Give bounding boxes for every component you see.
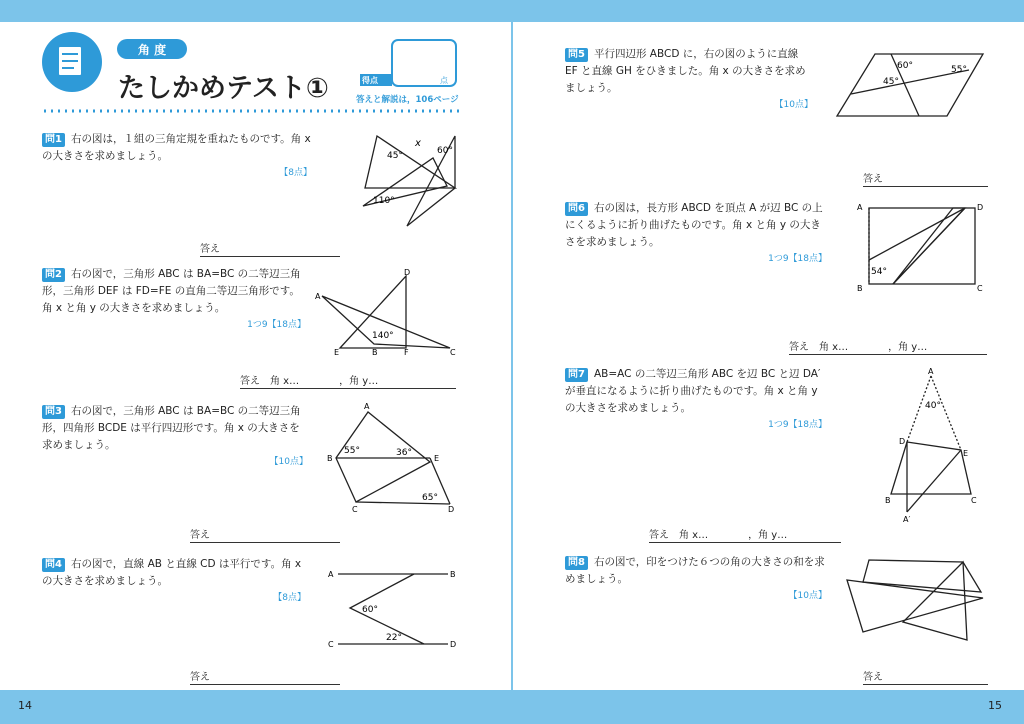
figure-q6 bbox=[853, 198, 983, 294]
category-label: 角 度 bbox=[137, 43, 167, 57]
page-number-left: 14 bbox=[18, 699, 32, 712]
bottom-band bbox=[513, 690, 1024, 724]
point-label: A bbox=[315, 292, 321, 301]
question-text: 平行四辺形 ABCD に，右の図のように直線 EF と直線 GH をひきました。角 x の大きさを求めましょう。 bbox=[565, 48, 806, 94]
question-1 bbox=[42, 131, 312, 182]
angle-label: 22° bbox=[386, 633, 402, 643]
angle-label: 54° bbox=[871, 267, 887, 277]
right-page bbox=[513, 0, 1024, 724]
question-points: 1つ9【18点】 bbox=[768, 254, 827, 264]
question-text: 右の図で，三角形 ABC は BA=BC の二等辺三角形，三角形 DEF は FD=FE の直角二等辺三角形です。角 x と角 y の大きさを求めましょう。 bbox=[42, 268, 301, 314]
point-label: A′ bbox=[903, 515, 911, 524]
answer-line: 答え 角 x… ，角 y… bbox=[649, 526, 841, 543]
question-text: 右の図で，直線 AB と直線 CD は平行です。角 x の大きさを求めましょう。 bbox=[42, 558, 302, 587]
angle-label: 110° bbox=[373, 196, 395, 206]
point-label: E bbox=[434, 454, 440, 463]
point-label: D bbox=[899, 437, 906, 446]
angle-label: 55° bbox=[951, 65, 967, 75]
top-band bbox=[513, 0, 1024, 22]
figure-q3 bbox=[322, 400, 462, 515]
variable-x: x bbox=[415, 138, 421, 149]
question-points: 【10点】 bbox=[774, 100, 813, 110]
figure-q7 bbox=[883, 366, 993, 526]
point-label: E bbox=[963, 449, 969, 458]
question-points: 【10点】 bbox=[269, 457, 308, 467]
angle-label: 45° bbox=[883, 77, 899, 87]
answer-line: 答え bbox=[200, 240, 340, 257]
point-label: A bbox=[328, 570, 334, 579]
question-text: 右の図は，長方形 ABCD を頂点 A が辺 BC の上にくるように折り曲げたものです。角 x と角 y の大きさを求めましょう。 bbox=[565, 202, 823, 248]
question-label: 問3 bbox=[42, 405, 65, 419]
bottom-band bbox=[0, 690, 511, 724]
point-label: D bbox=[448, 505, 455, 514]
point-label: B bbox=[885, 496, 891, 505]
answer-line: 答え 角 x… ，角 y… bbox=[789, 338, 987, 355]
angle-label: 40° bbox=[925, 401, 941, 411]
question-points: 【10点】 bbox=[788, 591, 827, 601]
point-label: F bbox=[404, 348, 409, 357]
score-label: 得点 bbox=[362, 76, 378, 85]
question-label: 問4 bbox=[42, 558, 65, 572]
score-unit: 点 bbox=[440, 76, 448, 85]
answer-line: 答え bbox=[863, 170, 988, 187]
question-2 bbox=[42, 266, 306, 334]
question-label: 問1 bbox=[42, 133, 65, 147]
page-number-right: 15 bbox=[988, 699, 1002, 712]
question-text: 右の図は，１組の三角定規を重ねたものです。角 x の大きさを求めましょう。 bbox=[42, 133, 311, 162]
point-label: D bbox=[977, 203, 983, 212]
question-points: 【8点】 bbox=[273, 593, 306, 603]
figure-q5 bbox=[823, 44, 998, 124]
point-label: D bbox=[404, 268, 411, 277]
point-label: C bbox=[328, 640, 334, 649]
point-label: A bbox=[928, 367, 934, 376]
angle-label: 45° bbox=[387, 151, 403, 161]
point-label: B bbox=[327, 454, 333, 463]
point-label: C bbox=[352, 505, 358, 514]
angle-label: 55° bbox=[344, 446, 360, 456]
answer-line: 答え bbox=[190, 668, 340, 685]
figure-q2 bbox=[312, 266, 462, 358]
angle-label: 140° bbox=[372, 331, 394, 341]
question-4 bbox=[42, 556, 306, 607]
question-points: 【8点】 bbox=[279, 168, 312, 178]
point-label: E bbox=[334, 348, 340, 357]
point-label: C bbox=[971, 496, 977, 505]
question-text: AB=AC の二等辺三角形 ABC を辺 BC と辺 DA′ が垂直になるように折り曲げたものです。角 x と角 y の大きさを求めましょう。 bbox=[565, 368, 821, 414]
question-label: 問5 bbox=[565, 48, 588, 62]
angle-label: 36° bbox=[396, 448, 412, 458]
question-label: 問2 bbox=[42, 268, 65, 282]
question-points: 1つ9【18点】 bbox=[768, 420, 827, 430]
figure-q8 bbox=[843, 552, 988, 648]
answer-line: 答え bbox=[190, 526, 340, 543]
question-5 bbox=[565, 46, 813, 114]
question-label: 問8 bbox=[565, 556, 588, 570]
question-8 bbox=[565, 554, 827, 605]
answer-line: 答え 角 x… ，角 y… bbox=[240, 372, 456, 389]
point-label: A bbox=[857, 203, 863, 212]
point-label: C bbox=[450, 348, 456, 357]
point-label: B bbox=[450, 570, 456, 579]
question-6 bbox=[565, 200, 827, 268]
point-label: C bbox=[977, 284, 983, 293]
angle-label: 60° bbox=[362, 605, 378, 615]
point-label: B bbox=[857, 284, 863, 293]
question-points: 1つ9【18点】 bbox=[247, 320, 306, 330]
question-label: 問6 bbox=[565, 202, 588, 216]
question-label: 問7 bbox=[565, 368, 588, 382]
answer-line: 答え bbox=[863, 668, 988, 685]
figure-q4 bbox=[324, 558, 462, 654]
question-text: 右の図で，三角形 ABC は BA=BC の二等辺三角形，四角形 BCDE は平行四辺形です。角 x の大きさを求めましょう。 bbox=[42, 405, 301, 451]
question-text: 右の図で，印をつけた６つの角の大きさの和を求めましょう。 bbox=[565, 556, 825, 585]
angle-label: 60° bbox=[437, 146, 453, 156]
question-3 bbox=[42, 403, 308, 471]
question-7 bbox=[565, 366, 827, 434]
point-label: D bbox=[450, 640, 457, 649]
point-label: A bbox=[364, 402, 370, 411]
answer-reference: 答えと解説は，106ページ bbox=[356, 95, 459, 105]
angle-label: 60° bbox=[897, 61, 913, 71]
figure-q1 bbox=[355, 128, 470, 228]
page-title: たしかめテスト① bbox=[118, 73, 329, 104]
left-page bbox=[0, 0, 511, 724]
angle-label: 65° bbox=[422, 493, 438, 503]
header-graphic bbox=[0, 0, 511, 125]
point-label: B bbox=[372, 348, 378, 357]
